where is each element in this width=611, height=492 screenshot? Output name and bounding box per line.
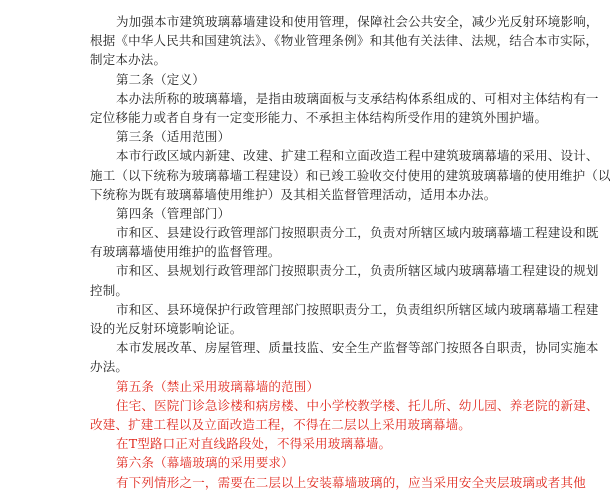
paragraph-line: 施工（以下统称为玻璃幕墙工程建设）和已竣工验收交付使用的建筑玻璃幕墙的使用维护（以 (90, 167, 611, 183)
paragraph-line: 市和区、县环境保护行政管理部门按照职责分工，负责组织所辖区域内玻璃幕墙工程建 (116, 301, 599, 317)
paragraph-line: 市和区、县规划行政管理部门按照职责分工，负责所辖区域内玻璃幕墙工程建设的规划 (116, 263, 599, 279)
paragraph-line: 下统称为既有玻璃幕墙使用维护）及其相关监督管理活动，适用本办法。 (90, 186, 497, 202)
paragraph-line: 有玻璃幕墙使用维护的监督管理。 (90, 244, 281, 260)
paragraph-line: 本市行政区域内新建、改建、扩建工程和立面改造工程中建筑玻璃幕墙的采用、设计、 (116, 148, 599, 164)
article-heading-highlighted: 第六条（幕墙玻璃的采用要求） (116, 455, 294, 471)
paragraph-line-highlighted: 在T型路口正对直线路段处，不得采用玻璃幕墙。 (116, 436, 392, 452)
article-heading: 第四条（管理部门） (116, 205, 231, 221)
paragraph-line-highlighted: 住宅、医院门诊急诊楼和病房楼、中小学校教学楼、托儿所、幼儿园、养老院的新建、 (116, 397, 599, 413)
paragraph-line: 本办法所称的玻璃幕墙，是指由玻璃面板与支承结构体系组成的、可相对主体结构有一 (116, 90, 599, 106)
article-heading: 第二条（定义） (116, 71, 205, 87)
article-heading-highlighted: 第五条（禁止采用玻璃幕墙的范围） (116, 378, 320, 394)
paragraph-line: 制定本办法。 (90, 52, 167, 68)
paragraph-line: 定位移能力或者自身有一定变形能力、不承担主体结构所受作用的建筑外围护墙。 (90, 109, 548, 125)
paragraph-line: 设的光反射环境影响论证。 (90, 321, 243, 336)
paragraph-line: 办法。 (90, 359, 129, 375)
paragraph-line: 本市发展改革、房屋管理、质量技监、安全生产监督等部门按照各自职责，协同实施本 (116, 340, 599, 356)
article-heading: 第三条（适用范围） (116, 129, 231, 145)
paragraph-line: 市和区、县建设行政管理部门按照职责分工，负责对所辖区域内玻璃幕墙工程建设和既 (116, 225, 599, 241)
paragraph-line-highlighted: 改建、扩建工程以及立面改造工程，不得在二层以上采用玻璃幕墙。 (90, 416, 472, 432)
paragraph-line: 为加强本市建筑玻璃幕墙建设和使用管理，保障社会公共安全，减少光反射环境影响， (116, 14, 599, 29)
paragraph-line: 控制。 (90, 282, 129, 298)
paragraph-line-highlighted: 有下列情形之一，需要在二层以上安装幕墙玻璃的，应当采用安全夹层玻璃或者其他 (116, 474, 586, 490)
paragraph-line: 根据《中华人民共和国建筑法》、《物业管理条例》和其他有关法律、法规，结合本市实际， (90, 33, 599, 49)
document-body (90, 12, 611, 492)
